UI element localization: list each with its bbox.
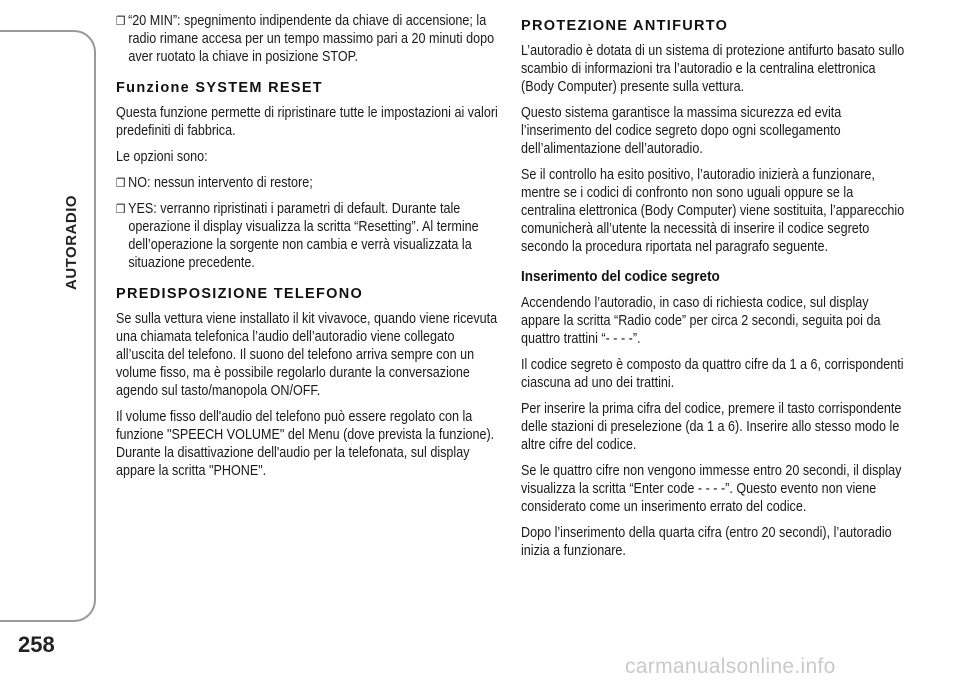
paragraph: Questa funzione permette di ripristinare tutte le impostazioni ai valori predefiniti di fabbrica. <box>116 105 498 139</box>
page-number: 258 <box>18 632 55 657</box>
list-item-20min: ❒ “20 MIN”: spegnimento indipendente da chiave di accensione; la radio rimane accesa per un tempo massimo pari a 20 minuti dopo aver ruotato la chiave in posizione STOP. <box>116 13 495 65</box>
section-heading-system-reset: Funzione SYSTEM RESET <box>116 80 323 96</box>
list-item-option-no: ❒ NO: nessun intervento di restore; <box>116 175 313 191</box>
side-tab-frame <box>0 30 96 622</box>
section-heading-antitheft: PROTEZIONE ANTIFURTO <box>521 18 729 34</box>
paragraph: Il volume fisso dell'audio del telefono può essere regolato con la funzione "SPEECH VOLUME" del Menu (dove prevista la funzione). Durante la disattivazione dell'audio per la telefonata, sul display appare la scritta "PHONE". <box>116 409 495 479</box>
left-column <box>116 12 500 488</box>
paragraph: Se il controllo ha esito positivo, l’autoradio inizierà a funzionare, mentre se i codici di confronto non sono uguali oppure se la centralina elettronica (Body Computer) viene sostituita, l’apparecchio comunicherà all’utente la necessità di inserire il codice segreto secondo la procedura riportata nel paragrafo seguente. <box>521 167 905 255</box>
subheading-secret-code: Inserimento del codice segreto <box>521 268 720 285</box>
watermark-text: carmanualsonline.info <box>625 655 836 678</box>
list-item-option-yes: ❒ YES: verranno ripristinati i parametri di default. Durante tale operazione il display visualizza la scritta “Resetting”. Al termine dell’operazione la sorgente non cambia e verrà visualizzata la situazione precedente. <box>116 201 479 271</box>
paragraph: Le opzioni sono: <box>116 149 208 165</box>
side-tab-label: AUTORADIO <box>63 194 80 290</box>
right-column <box>521 12 909 568</box>
paragraph: Se le quattro cifre non vengono immesse entro 20 secondi, il display visualizza la scritta “Enter code - - - -”. Questo evento non viene considerato come un inserimento errato del codice. <box>521 463 902 515</box>
paragraph: Questo sistema garantisce la massima sicurezza ed evita l’inserimento del codice segreto dopo ogni scollegamento dell’alimentazione dell’autoradio. <box>521 105 842 157</box>
checkbox-bullet-icon: ❒ <box>116 14 126 28</box>
paragraph: L’autoradio è dotata di un sistema di protezione antifurto basato sullo scambio di informazioni tra l’autoradio e la centralina elettronica (Body Computer) presente sulla vettura. <box>521 43 905 95</box>
paragraph: Per inserire la prima cifra del codice, premere il tasto corrispondente delle stazioni di preselezione (da 1 a 6). Inserire allo stesso modo le altre cifre del codice. <box>521 401 902 453</box>
section-heading-phone: PREDISPOSIZIONE TELEFONO <box>116 286 364 302</box>
paragraph: Se sulla vettura viene installato il kit vivavoce, quando viene ricevuta una chiamata telefonica l’audio dell’autoradio viene collegato all’uscita del telefono. Il suono del telefono arriva sempre con un volume fisso, ma è possibile regolarlo durante la conversazione agendo sul tasto/manopola ON/OFF. <box>116 311 498 399</box>
paragraph: Dopo l’inserimento della quarta cifra (entro 20 secondi), l’autoradio inizia a funzionare. <box>521 525 892 559</box>
checkbox-bullet-icon: ❒ <box>116 176 126 190</box>
paragraph: Il codice segreto è composto da quattro cifre da 1 a 6, corrispondenti ciascuna ad uno dei trattini. <box>521 357 904 391</box>
paragraph: Accendendo l’autoradio, in caso di richiesta codice, sul display appare la scritta “Radio code” per circa 2 secondi, seguita poi da quattro trattini “- - - -”. <box>521 295 881 347</box>
checkbox-bullet-icon: ❒ <box>116 202 126 216</box>
